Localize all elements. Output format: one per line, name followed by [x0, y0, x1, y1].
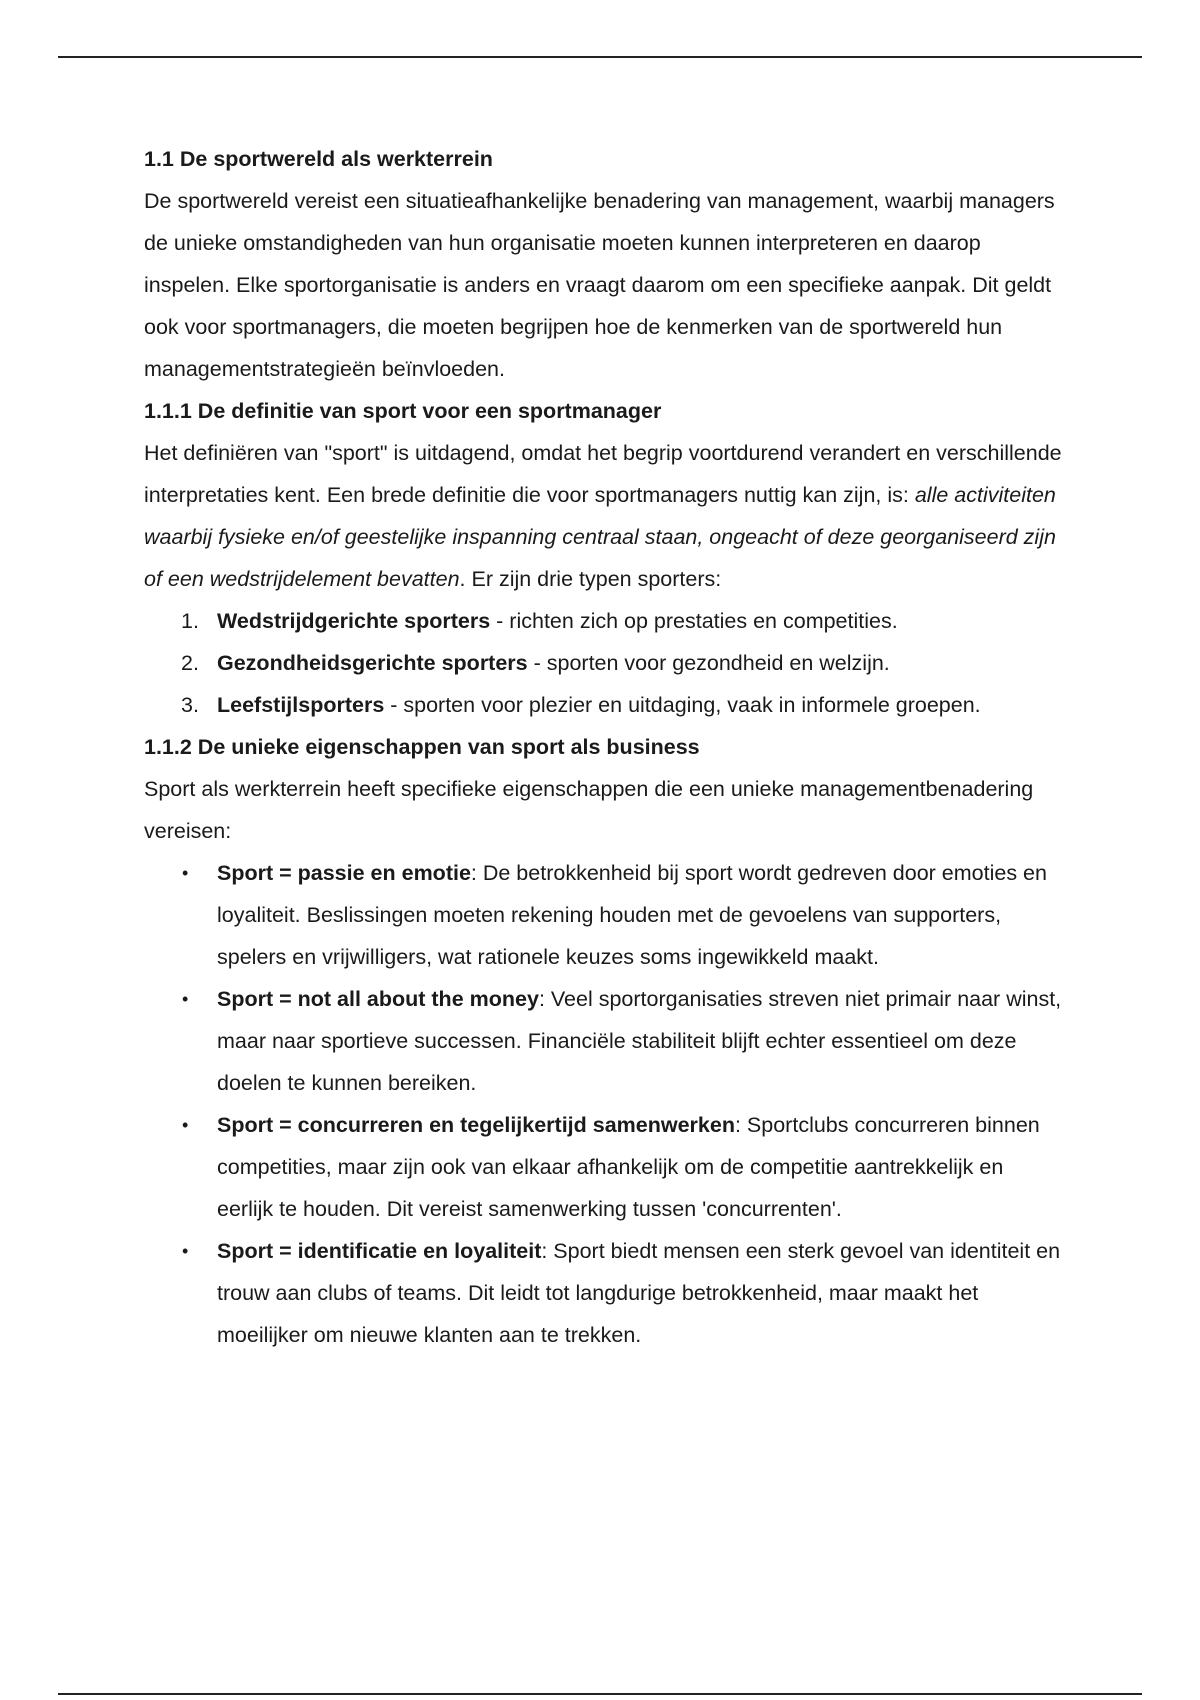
list-item-term: Leefstijlsporters: [217, 693, 385, 717]
section-heading: 1.1 De sportwereld als werkterrein: [144, 147, 493, 171]
sport-properties-list: [144, 852, 1064, 1356]
bullet-icon: •: [182, 863, 189, 883]
list-item: [144, 642, 1064, 684]
section-heading: 1.1.1 De definitie van sport voor een sportmanager: [144, 399, 662, 423]
list-item-text: - sporten voor gezondheid en welzijn.: [527, 651, 890, 675]
list-item-text: : Sportclubs concurreren binnen competities, maar zijn ook van elkaar afhankelijk om de competitie aantrekkelijk en eerlijk te houden. Dit vereist samenwerking tussen 'concurrenten'.: [217, 1113, 1040, 1221]
list-item-term: Wedstrijdgerichte sporters: [217, 609, 491, 633]
list-item: [144, 978, 1064, 1104]
list-item: [144, 684, 1064, 726]
sporter-types-list: [144, 600, 1064, 726]
list-item: [144, 1104, 1064, 1230]
document-body: [144, 138, 1064, 1356]
paragraph-text: . Er zijn drie typen sporters:: [459, 567, 722, 591]
bullet-icon: •: [182, 989, 189, 1009]
list-item-text: : Veel sportorganisaties streven niet primair naar winst, maar naar sportieve successen. Financiële stabiliteit blijft echter essentieel om deze doelen te kunnen bereiken.: [217, 987, 1062, 1095]
paragraph: De sportwereld vereist een situatieafhankelijke benadering van management, waarbij managers de unieke omstandigheden van hun organisatie moeten kunnen interpreteren en daarop inspelen. Elke sportorganisatie is anders en vraagt daarom om een specifieke aanpak. Dit geldt ook voor sportmanagers, die moeten begrijpen hoe de kenmerken van de sportwereld hun managementstrategieën beïnvloeden.: [144, 189, 1055, 381]
bullet-icon: •: [182, 1115, 189, 1135]
list-number: 1.: [181, 609, 199, 633]
list-item-text: : Sport biedt mensen een sterk gevoel van identiteit en trouw aan clubs of teams. Dit leidt tot langdurige betrokkenheid, maar maakt het moeilijker om nieuwe klanten aan te trekken.: [217, 1239, 1061, 1347]
list-item-term: Sport = identificatie en loyaliteit: [217, 1239, 542, 1263]
list-item-text: - sporten voor plezier en uitdaging, vaak in informele groepen.: [384, 693, 981, 717]
list-item-text: : De betrokkenheid bij sport wordt gedreven door emoties en loyaliteit. Beslissingen moeten rekening houden met de gevoelens van supporters, spelers en vrijwilligers, wat rationele keuzes soms ingewikkeld maakt.: [217, 861, 1047, 969]
list-item: [144, 600, 1064, 642]
bullet-icon: •: [182, 1241, 189, 1261]
list-item-term: Sport = not all about the money: [217, 987, 539, 1011]
list-item: [144, 1230, 1064, 1356]
definition-italic: alle activiteiten waarbij fysieke en/of geestelijke inspanning centraal staan, ongeacht of deze georganiseerd zijn of een wedstrijdelement bevatten: [144, 483, 1056, 591]
footer-rule: [58, 1693, 1142, 1695]
list-item-term: Gezondheidsgerichte sporters: [217, 651, 528, 675]
paragraph: Sport als werkterrein heeft specifieke eigenschappen die een unieke managementbenadering vereisen:: [144, 777, 1034, 843]
section-heading: 1.1.2 De unieke eigenschappen van sport als business: [144, 735, 700, 759]
paragraph: [144, 432, 1064, 600]
list-item: [144, 852, 1064, 978]
list-number: 3.: [181, 693, 199, 717]
list-item-term: Sport = concurreren en tegelijkertijd samenwerken: [217, 1113, 735, 1137]
list-item-text: - richten zich op prestaties en competities.: [490, 609, 898, 633]
paragraph-text: Het definiëren van "sport" is uitdagend, omdat het begrip voortdurend verandert en verschillende interpretaties kent. Een brede definitie die voor sportmanagers nuttig kan zijn, is:: [144, 441, 1062, 507]
header-rule: [58, 56, 1142, 58]
list-item-term: Sport = passie en emotie: [217, 861, 471, 885]
list-number: 2.: [181, 651, 199, 675]
